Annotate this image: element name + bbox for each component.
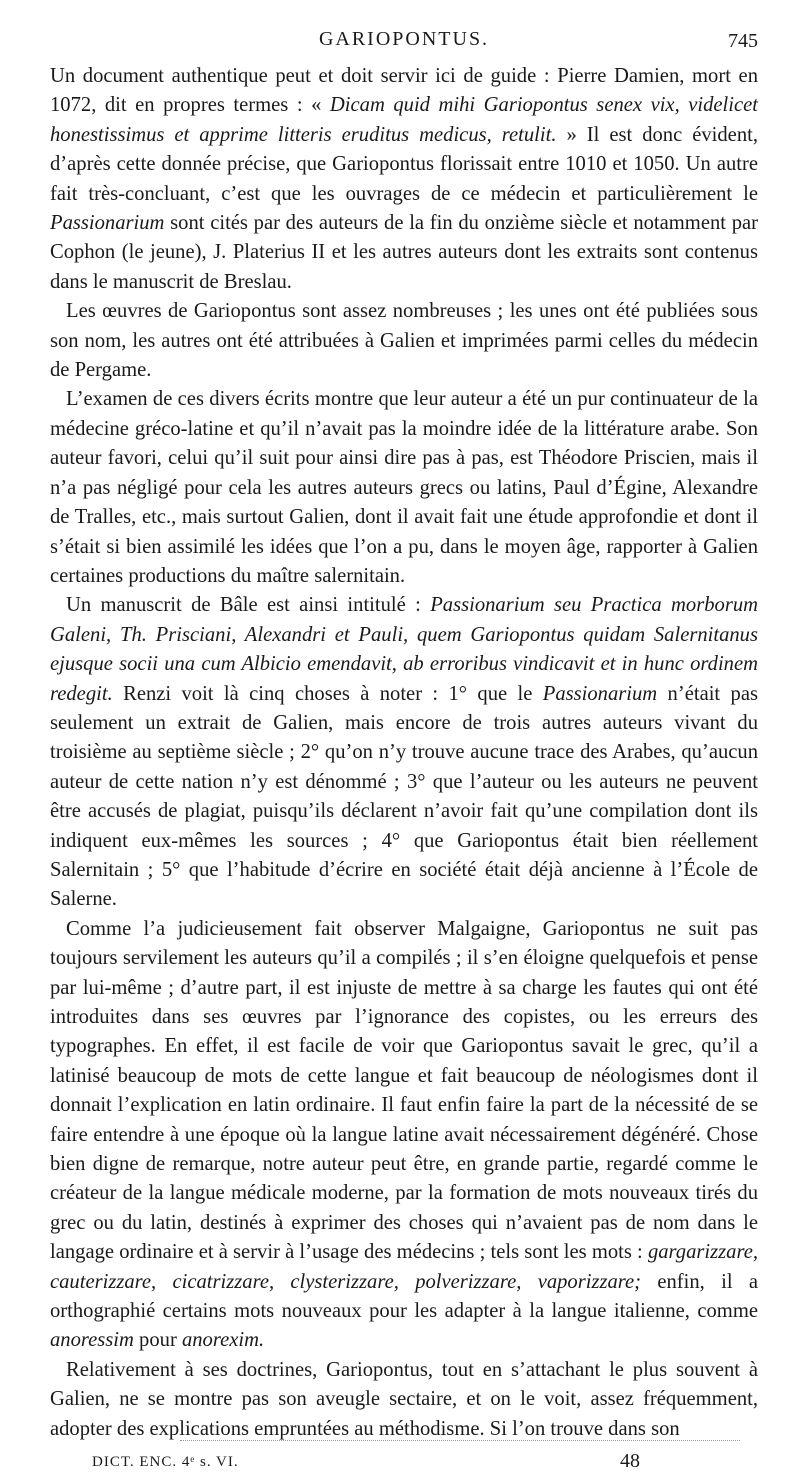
printer-signature: DICT. ENC. 4ᵉ s. VI. bbox=[92, 1454, 239, 1471]
signature-number: 48 bbox=[620, 1450, 640, 1473]
italic-run: gargarizzare, cauterizzare, cicatrizzare, clysterizzare, polverizzare, vaporizzare; bbox=[50, 1241, 758, 1293]
running-title: GARIOPONTUS. bbox=[318, 28, 490, 50]
italic-run: Dicam quid mihi Gariopontus senex vix, videlicet honestissimus et apprime litteris eruditus medicus, retulit. bbox=[50, 94, 758, 146]
italic-run: anoressim bbox=[50, 1329, 134, 1352]
text-run: » Il est donc évident, d’après cette donnée précise, que Gariopontus florissait entre 1010 et 1050. Un autre fait très-concluant, c’est que les ouvrages de ce médecin et particulièrement le bbox=[50, 123, 758, 205]
running-head bbox=[50, 28, 758, 62]
italic-run: Passionarium seu Practica morborum Galeni, Th. Prisciani, Alexandri et Pauli, quem Gariopontus quidam Salernitanus ejusque socii una cum Albicio emendavit, ab erroribus vindicavit et in hunc ordinem redegit. bbox=[50, 594, 758, 705]
italic-run: Passionarium bbox=[50, 212, 165, 235]
body-text bbox=[50, 62, 758, 1444]
text-run: sont cités par des auteurs de la fin du onzième siècle et notamment par Cophon (le jeune), J. Platerius II et les autres auteurs dont les extraits sont contenus dans le manuscrit de Breslau. bbox=[50, 212, 758, 293]
text-run: n’était pas seulement un extrait de Galien, mais encore de trois autres auteurs vivant du troisième au septième siècle ; 2° qu’on n’y trouve aucune trace des Arabes, qu’aucun auteur de cette nation n’y est dénommé ; 3° que l’auteur ou les auteurs ne peuvent être accusés de plagiat, puisqu’ils déclarent n’avoir fait qu’une compilation dont ils indiquent eux-mêmes les sources ; 4° que Gariopontus était bien réellement Salernitain ; 5° que l’habitude d’écrire en société était déjà ancienne à l’École de Salerne. bbox=[50, 682, 758, 911]
text-run: Un manuscrit de Bâle est ainsi intitulé : bbox=[66, 594, 431, 617]
footer bbox=[50, 1450, 758, 1482]
text-run: Comme l’a judicieusement fait observer Malgaigne, Gariopontus ne suit pas toujours servilement les auteurs qu’il a compilés ; il s’en éloigne quelquefois et pense par lui-même ; d’autre part, il est injuste de mettre à sa charge les fautes qui ont été introduites dans ses œuvres par l’ignorance des copistes, ou les erreurs des typographes. En effet, il est facile de voir que Gariopontus savait le grec, qu’il a latinisé beaucoup de mots de cette langue et fait beaucoup de néologismes dont il donnait l’explication en latin ordinaire. Il faut enfin faire la part de la nécessité de se faire entendre à une époque où la langue latine avait nécessairement dégénéré. Chose bien digne de remarque, notre auteur peut être, en grande partie, regardé comme le créateur de la langue médicale moderne, par la formation de mots nouveaux tirés du grec ou du latin, destinés à exprimer des choses qui n’avaient pas de nom dans le langage ordinaire et à servir à l’usage des médecins ; tels sont les mots : bbox=[50, 917, 758, 1264]
paragraph bbox=[50, 915, 758, 1356]
text-run: Les œuvres de Gariopontus sont assez nombreuses ; les unes ont été publiées sous son nom, les autres ont été attribuées à Galien et imprimées parmi celles du médecin de Pergame. bbox=[50, 300, 758, 382]
text-run: Un document authentique peut et doit servir ici de guide : Pierre Damien, mort en 1072, dit en propres termes : « bbox=[50, 65, 758, 117]
text-run: enfin, il a orthographié certains mots nouveaux pour les adapter à la langue italienne, comme bbox=[50, 1270, 758, 1323]
paragraph bbox=[50, 297, 758, 385]
text-run: pour bbox=[133, 1329, 182, 1352]
text-run: Relativement à ses doctrines, Gariopontus, tout en s’attachant le plus souvent à Galien, ne se montre pas son aveugle sectaire, et on le voit, assez fréquemment, adopter des explications empruntées au méthodisme. Si l’on trouve dans son bbox=[50, 1358, 758, 1440]
paragraph bbox=[50, 62, 758, 297]
page-number: 745 bbox=[728, 30, 758, 52]
paragraph bbox=[50, 1356, 758, 1444]
italic-run: Passionarium bbox=[542, 682, 658, 705]
text-run: Renzi voit là cinq choses à noter : 1° que le bbox=[112, 682, 543, 705]
italic-run: anorexim. bbox=[181, 1329, 265, 1352]
text-run: L’examen de ces divers écrits montre que leur auteur a été un pur continuateur de la médecine gréco-latine et qu’il n’avait pas la moindre idée de la littérature arabe. Son auteur favori, celui qu’il suit pour ainsi dire pas à pas, est Théodore Priscien, mais il n’a pas négligé pour cela les autres auteurs grecs ou latins, Paul d’Égine, Alexandre de Tralles, etc., mais surtout Galien, dont il avait fait une étude approfondie et dont il s’était si bien assimilé les idées que l’on a pu, dans le moyen âge, rapporter à Galien certaines productions du maître salernitain. bbox=[50, 388, 758, 587]
paragraph bbox=[50, 591, 758, 914]
paragraph bbox=[50, 385, 758, 591]
bleed-through-line bbox=[180, 1440, 740, 1441]
